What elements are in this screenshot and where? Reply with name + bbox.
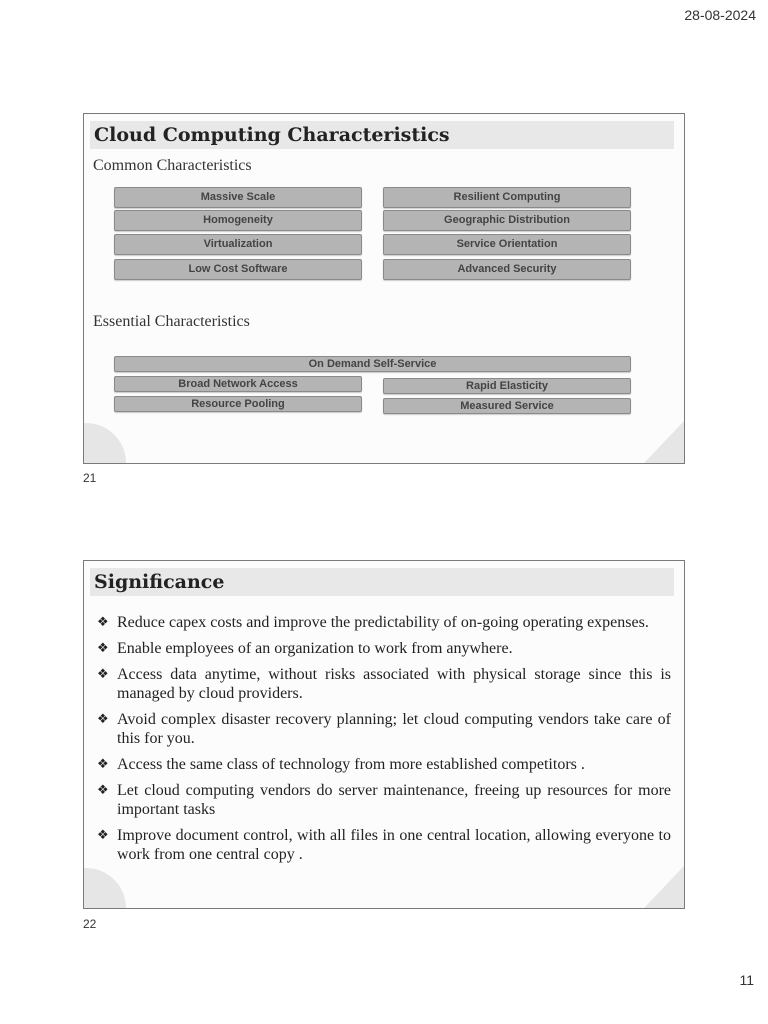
slide-title-bar xyxy=(90,121,674,149)
slide-number: 21 xyxy=(83,471,97,485)
slide-corner-decoration xyxy=(644,866,684,908)
diamond-bullet-icon: ❖ xyxy=(97,712,109,727)
list-item xyxy=(93,639,671,658)
slide-corner-decoration xyxy=(83,423,126,464)
common-characteristic-pill: Virtualization xyxy=(114,234,362,255)
diamond-bullet-icon: ❖ xyxy=(97,828,109,843)
common-characteristics-label: Common Characteristics xyxy=(93,157,252,174)
slide-corner-decoration xyxy=(83,868,126,909)
bullet-text: Access the same class of technology from more established competitors . xyxy=(117,756,585,773)
slide-title: Significance xyxy=(94,571,225,593)
common-characteristic-pill: Service Orientation xyxy=(383,234,631,255)
diamond-bullet-icon: ❖ xyxy=(97,641,109,656)
slide-title-bar xyxy=(90,568,674,596)
essential-characteristic-pill: Rapid Elasticity xyxy=(383,378,631,394)
essential-characteristic-pill: On Demand Self-Service xyxy=(114,356,631,372)
common-characteristic-pill: Low Cost Software xyxy=(114,259,362,280)
list-item xyxy=(93,613,671,632)
common-characteristic-pill: Massive Scale xyxy=(114,187,362,208)
document-date: 28-08-2024 xyxy=(684,7,756,23)
slide-cloud-characteristics xyxy=(83,113,685,464)
slide-number: 22 xyxy=(83,917,97,931)
list-item xyxy=(93,710,671,748)
list-item xyxy=(93,781,671,819)
slide-corner-decoration xyxy=(644,421,684,463)
slide-title: Cloud Computing Characteristics xyxy=(94,124,450,146)
common-characteristic-pill: Advanced Security xyxy=(383,259,631,280)
list-item xyxy=(93,665,671,703)
diamond-bullet-icon: ❖ xyxy=(97,757,109,772)
significance-bullet-list xyxy=(93,613,671,871)
bullet-text: Enable employees of an organization to work from anywhere. xyxy=(117,640,513,657)
diamond-bullet-icon: ❖ xyxy=(97,783,109,798)
common-characteristic-pill: Geographic Distribution xyxy=(383,210,631,231)
slide-significance xyxy=(83,560,685,909)
essential-characteristic-pill: Broad Network Access xyxy=(114,376,362,392)
list-item xyxy=(93,755,671,774)
bullet-text: Reduce capex costs and improve the predictability of on-going operating expenses. xyxy=(117,614,649,631)
diamond-bullet-icon: ❖ xyxy=(97,615,109,630)
essential-characteristic-pill: Resource Pooling xyxy=(114,396,362,412)
bullet-text: Avoid complex disaster recovery planning; let cloud computing vendors take care of this for you. xyxy=(117,711,671,747)
common-characteristic-pill: Resilient Computing xyxy=(383,187,631,208)
essential-characteristic-pill: Measured Service xyxy=(383,398,631,414)
list-item xyxy=(93,826,671,864)
page-number: 11 xyxy=(739,972,754,988)
common-characteristic-pill: Homogeneity xyxy=(114,210,362,231)
bullet-text: Let cloud computing vendors do server maintenance, freeing up resources for more important tasks xyxy=(117,782,671,818)
bullet-text: Improve document control, with all files in one central location, allowing everyone to work from one central copy . xyxy=(117,827,671,863)
bullet-text: Access data anytime, without risks associated with physical storage since this is managed by cloud providers. xyxy=(117,666,671,702)
diamond-bullet-icon: ❖ xyxy=(97,667,109,682)
essential-characteristics-label: Essential Characteristics xyxy=(93,313,250,330)
